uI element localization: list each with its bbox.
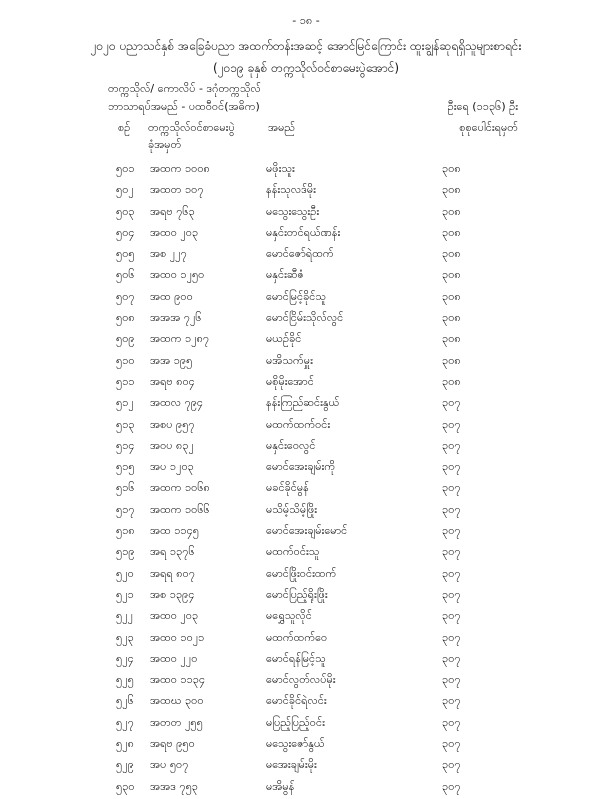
table-row: [0, 692, 612, 713]
row-number: ၅၂၀: [116, 566, 134, 580]
row-number: ၅၁၆: [116, 481, 135, 495]
total-marks: ၃၀၇: [442, 779, 461, 793]
student-name: မနှင်းဆီဇံ: [266, 268, 305, 282]
table-row: [0, 629, 612, 650]
total-marks: ၃၀၈: [442, 332, 461, 346]
total-marks: ၃၀၇: [442, 694, 461, 708]
table-row: [0, 650, 612, 671]
registration-number: အထဝ ၁၂၅၀: [150, 268, 205, 282]
row-number: ၅၃၀: [116, 779, 135, 793]
registration-number: အထ ၉၀၀: [150, 289, 193, 303]
table-row: [0, 352, 612, 373]
student-name: မောင်ပြည့်ရိုးဖြိုး: [266, 587, 328, 601]
column-header-total-marks: စုစုပေါင်းရမှတ်: [459, 121, 518, 134]
total-marks: ၃၀၇: [442, 566, 461, 580]
column-header-seat-number: ခုံအမှတ်: [148, 138, 182, 151]
row-number: ၅၀၈: [116, 311, 135, 325]
student-name: မဖိုးသူး: [266, 162, 295, 175]
student-name: မောင်လွတ်လပ်မိုး: [266, 673, 336, 687]
total-marks: ၃၀၇: [442, 524, 461, 538]
table-row: [0, 416, 612, 437]
registration-number: အထက ၁၀၆၈: [150, 481, 210, 495]
table-row: [0, 586, 612, 607]
total-marks: ၃၀၇: [442, 737, 461, 751]
student-name: မစိုမိုးအောင်: [266, 374, 314, 388]
total-marks: ၃၀၇: [442, 587, 461, 601]
row-number: ၅၀၉: [116, 332, 135, 346]
row-number: ၅၀၅: [116, 247, 135, 261]
table-row: [0, 203, 612, 224]
table-row: [0, 266, 612, 287]
row-number: ၅၂၈: [116, 737, 134, 751]
row-number: ၅၁၉: [116, 545, 135, 559]
registration-number: အအအ ၇၂၆: [150, 311, 202, 325]
student-name: မောင်ဖြိုးဝင်းထက်: [266, 566, 337, 580]
table-row: [0, 778, 612, 799]
table-row: [0, 671, 612, 692]
row-number: ၅၂၅: [116, 673, 134, 687]
total-marks: ၃၀၇: [442, 715, 461, 729]
table-row: [0, 522, 612, 543]
student-name: မရွှေသူလိုင်: [266, 609, 312, 623]
row-number: ၅၂၇: [116, 715, 134, 729]
table-row: [0, 160, 612, 181]
total-marks: ၃၀၈: [442, 353, 461, 367]
document-title: ၂၀၂၀ ပညာသင်နှစ် အခြေခံပညာ အထက်တန်းအဆင့် အောင်မြင်ကြောင်း ထူးချွန်ဆုရရှိသူများစာရင်း: [90, 39, 522, 53]
total-marks: ၃၀၇: [442, 502, 461, 516]
total-marks: ၃၀၈: [442, 183, 461, 197]
student-name: မောင်ငြိမ်းသိုလ်လွင်: [266, 311, 344, 325]
registration-number: အစပ ၉၅၇: [150, 417, 195, 431]
row-number: ၅၂၄: [116, 651, 134, 665]
registration-number: အရဗ ၇၆၃: [150, 204, 195, 218]
student-name: မထက်ဝင်းသူ: [266, 545, 320, 559]
registration-number: အထက ၁၀၆၆: [150, 502, 210, 516]
registration-number: အထဝ ၂၂၀: [150, 651, 198, 665]
student-name: မအေးချမ်းမိုး: [266, 758, 317, 772]
row-number: ၅၂၃: [116, 630, 134, 644]
registration-number: အထဝ ၁၁၃၄: [150, 673, 206, 687]
registration-number: အထဝ ၁၀၂၁: [150, 630, 205, 644]
total-marks: ၃၀၈: [442, 204, 461, 218]
row-number: ၅၁၈: [116, 524, 135, 538]
total-marks: ၃၀၇: [442, 460, 461, 474]
total-marks: ၃၀၇: [442, 673, 461, 687]
row-number: ၅၁၄: [116, 438, 135, 452]
student-name: မထက်ထက်ဝေ: [266, 630, 328, 644]
total-marks: ၃၀၈: [442, 374, 461, 388]
total-marks: ၃၀၈: [442, 162, 461, 175]
table-row: [0, 458, 612, 479]
column-header-name: အမည်: [268, 121, 296, 134]
total-marks: ၃၀၈: [442, 225, 461, 239]
page-number: - ၁၈ -: [292, 14, 320, 27]
table-row: [0, 607, 612, 628]
table-row: [0, 543, 612, 564]
registration-number: အထတ ၁၀၇: [150, 183, 204, 197]
row-number: ၅၀၁: [116, 162, 135, 175]
student-name: မပြည့်ပြည့်ဝင်း: [266, 715, 325, 729]
registration-number: အရ ၁၃၇၆: [150, 545, 195, 559]
row-number: ၅၀၂: [116, 183, 134, 197]
registration-number: အစ ၂၂၇: [150, 247, 187, 261]
total-marks: ၃၀၈: [442, 247, 461, 261]
total-marks: ၃၀၈: [442, 289, 461, 303]
row-number: ၅၁၂: [116, 396, 134, 410]
total-marks: ၃၀၇: [442, 651, 461, 665]
total-marks: ၃၀၇: [442, 417, 461, 431]
row-number: ၅၂၁: [116, 587, 134, 601]
row-number: ၅၀၄: [116, 225, 135, 239]
total-marks: ၃၀၇: [442, 630, 461, 644]
student-name: မနှင်းတင်ရယ်ဏန်း: [266, 225, 341, 239]
total-marks: ၃၀၇: [442, 758, 461, 772]
total-marks: ၃၀၇: [442, 481, 461, 495]
registration-number: အရဗ ၉၅၀: [150, 737, 195, 751]
student-name: နန်းသုလဒ်မိုး: [266, 183, 316, 197]
row-number: ၅၀၃: [116, 204, 135, 218]
total-marks: ၃၀၇: [442, 609, 461, 623]
registration-number: အထဃ ၃၀၀: [150, 694, 204, 708]
subject-line: ဘာသာရပ်အမည် - ပထဝီဝင်(အဓိက): [108, 100, 260, 113]
registration-number: အထဝ ၂၀၃: [150, 225, 199, 239]
table-row: [0, 309, 612, 330]
row-number: ၅၁၁: [116, 374, 135, 388]
table-row: [0, 288, 612, 309]
student-name: နန်းကြည်ဆင်းနွယ်: [266, 396, 340, 410]
student-name: မသိမ့်သိမ့်ဖြိုး: [266, 502, 318, 516]
row-number: ၅၀၇: [116, 289, 135, 303]
row-number: ၅၁၃: [116, 417, 135, 431]
row-number: ၅၁၇: [116, 502, 135, 516]
registration-number: အအ ၁၉၅: [150, 353, 193, 367]
column-header-registration: တက္ကသိုလ်ဝင်စာမေးပွဲ: [148, 121, 235, 134]
student-name: မောင်အေးချမ်းမောင်: [266, 524, 348, 538]
total-marks: ၃၀၇: [442, 438, 461, 452]
registration-number: အထလ ၇၉၄: [150, 396, 204, 410]
table-row: [0, 245, 612, 266]
student-name: မောင်ဇော်ရဲထက်: [266, 247, 334, 261]
university-line: တက္ကသိုလ်/ ကောလိပ် - ဒဂုံတက္ကသိုလ်: [108, 82, 261, 95]
registration-number: အထဝ ၂၀၃: [150, 609, 199, 623]
registration-number: အရဗ ၈၀၄: [150, 374, 195, 388]
total-marks: ၃၀၈: [442, 311, 461, 325]
row-number: ၅၀၆: [116, 268, 135, 282]
student-name: မောင်အေးချမ်းကို: [266, 460, 336, 474]
student-name: မခင်ခိုင်မွန်: [266, 481, 309, 495]
registration-number: အရရ ၈၀၇: [150, 566, 195, 580]
registration-number: အပ ၁၂၀၃: [150, 460, 194, 474]
registration-number: အထ ၁၁၄၅: [150, 524, 199, 538]
registration-number: အထက ၁၂၈၇: [150, 332, 210, 346]
table-row: [0, 565, 612, 586]
table-row: [0, 501, 612, 522]
row-number: ၅၂၂: [116, 609, 133, 623]
registration-number: အထက ၁၀၀၈: [150, 162, 210, 175]
table-row: [0, 437, 612, 458]
row-number: ၅၁၀: [116, 353, 135, 367]
registration-number: အပ ၅၀၇: [150, 758, 189, 772]
student-list: [0, 160, 612, 799]
student-name: မထက်ထက်ဝင်း: [266, 417, 331, 431]
table-row: [0, 756, 612, 777]
table-row: [0, 373, 612, 394]
row-number: ၅၁၅: [116, 460, 135, 474]
column-header-number: စဉ်: [118, 121, 131, 134]
student-name: မနှင်းဝေလွင်: [266, 438, 316, 452]
table-row: [0, 735, 612, 756]
table-row: [0, 394, 612, 415]
row-number: ၅၂၆: [116, 694, 134, 708]
registration-number: အစ ၁၃၉၄: [150, 587, 195, 601]
table-row: [0, 714, 612, 735]
table-row: [0, 330, 612, 351]
table-row: [0, 224, 612, 245]
registration-number: အတတ ၂၅၅: [150, 715, 203, 729]
student-name: မယဉ်ခိုင်: [266, 332, 302, 346]
total-marks: ၃၀၇: [442, 396, 461, 410]
total-marks: ၃၀၇: [442, 545, 461, 559]
student-name: မောင်မြင့်ခိုင်သူ: [266, 289, 327, 303]
student-name: မောင်ခိုင်ရဲလင်း: [266, 694, 327, 708]
student-name: မသွေးဇော်နွယ်: [266, 737, 325, 751]
document-subtitle: (၂၀၁၉ ခုနှစ် တက္ကသိုလ်ဝင်စာမေးပွဲအောင်): [212, 61, 400, 75]
student-name: မအိသက်မှူး: [266, 353, 313, 367]
total-count: ဦးရေ (၁၁၃၆) ဦး: [447, 100, 518, 113]
student-name: မအိမွန်: [266, 779, 295, 793]
student-name: မသွေးသွေးဦး: [266, 204, 320, 218]
row-number: ၅၂၉: [116, 758, 134, 772]
table-row: [0, 479, 612, 500]
registration-number: အဝပ ၈၃၂: [150, 438, 194, 452]
total-marks: ၃၀၈: [442, 268, 461, 282]
student-name: မောင်ရန်မြင့်သူ: [266, 651, 326, 665]
registration-number: အအဒ ၇၅၃: [150, 779, 198, 793]
table-row: [0, 181, 612, 202]
